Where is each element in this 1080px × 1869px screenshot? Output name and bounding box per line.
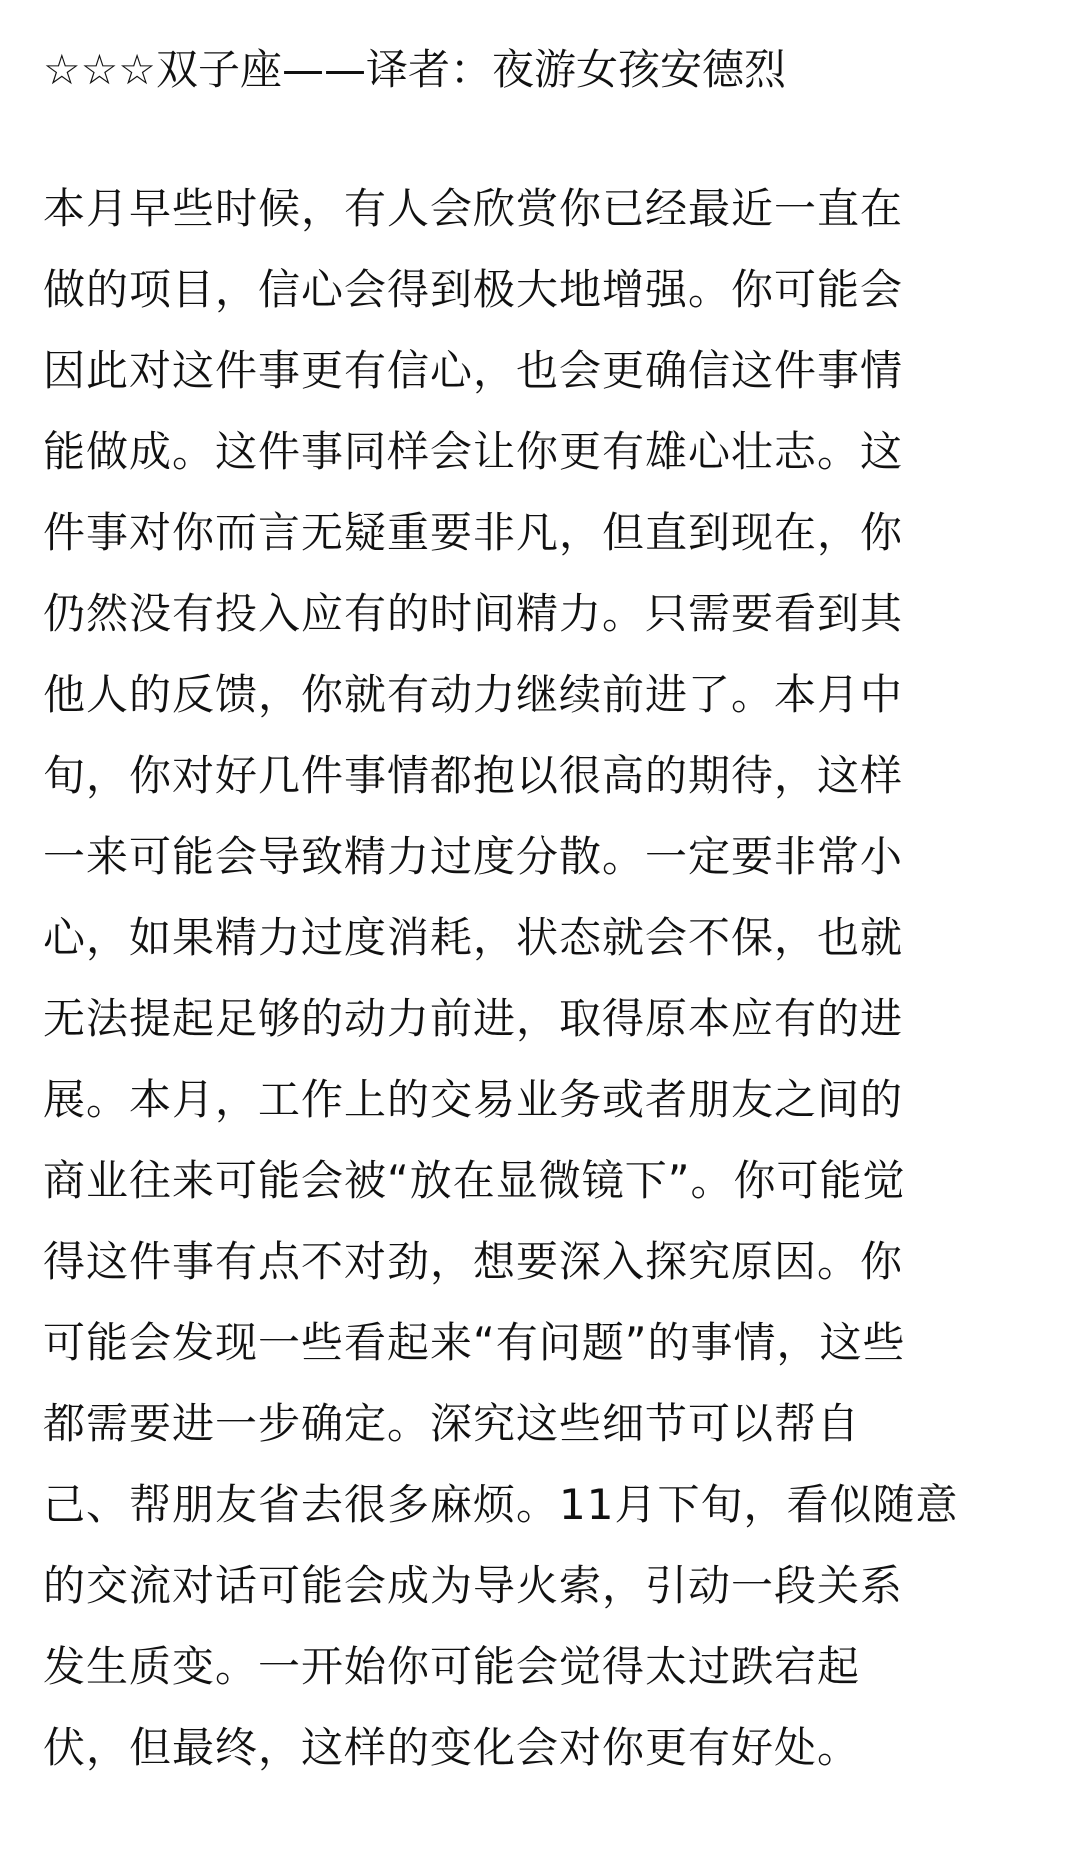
body-line: 仍然没有投入应有的时间精力。只需要看到其: [43, 589, 904, 638]
article-title: ☆☆☆双子座——译者：夜游女孩安德烈: [43, 45, 786, 94]
body-line: 商业往来可能会被“放在显微镜下”。你可能觉: [43, 1156, 906, 1205]
body-line: 一来可能会导致精力过度分散。一定要非常小: [43, 832, 904, 881]
body-line: 发生质变。一开始你可能会觉得太过跌宕起: [43, 1642, 861, 1691]
body-line: 本月早些时候，有人会欣赏你已经最近一直在: [43, 184, 904, 233]
body-line: 旬，你对好几件事情都抱以很高的期待，这样: [43, 751, 904, 800]
body-line: 因此对这件事更有信心，也会更确信这件事情: [43, 346, 904, 395]
body-line: 展。本月，工作上的交易业务或者朋友之间的: [43, 1075, 904, 1124]
article-body: [43, 168, 1044, 1788]
body-line: 无法提起足够的动力前进，取得原本应有的进: [43, 994, 904, 1043]
body-line: 件事对你而言无疑重要非凡，但直到现在，你: [43, 508, 904, 557]
body-line: 己、帮朋友省去很多麻烦。11月下旬，看似随意: [43, 1480, 959, 1529]
body-line: 做的项目，信心会得到极大地增强。你可能会: [43, 265, 904, 314]
body-line: 伏，但最终，这样的变化会对你更有好处。: [43, 1723, 861, 1772]
body-line: 能做成。这件事同样会让你更有雄心壮志。这: [43, 427, 904, 476]
body-line: 他人的反馈，你就有动力继续前进了。本月中: [43, 670, 904, 719]
body-line: 都需要进一步确定。深究这些细节可以帮自: [43, 1399, 861, 1448]
body-line: 心，如果精力过度消耗，状态就会不保，也就: [43, 913, 904, 962]
body-line: 得这件事有点不对劲，想要深入探究原因。你: [43, 1237, 904, 1286]
body-line: 可能会发现一些看起来“有问题”的事情，这些: [43, 1318, 906, 1367]
body-line: 的交流对话可能会成为导火索，引动一段关系: [43, 1561, 904, 1610]
